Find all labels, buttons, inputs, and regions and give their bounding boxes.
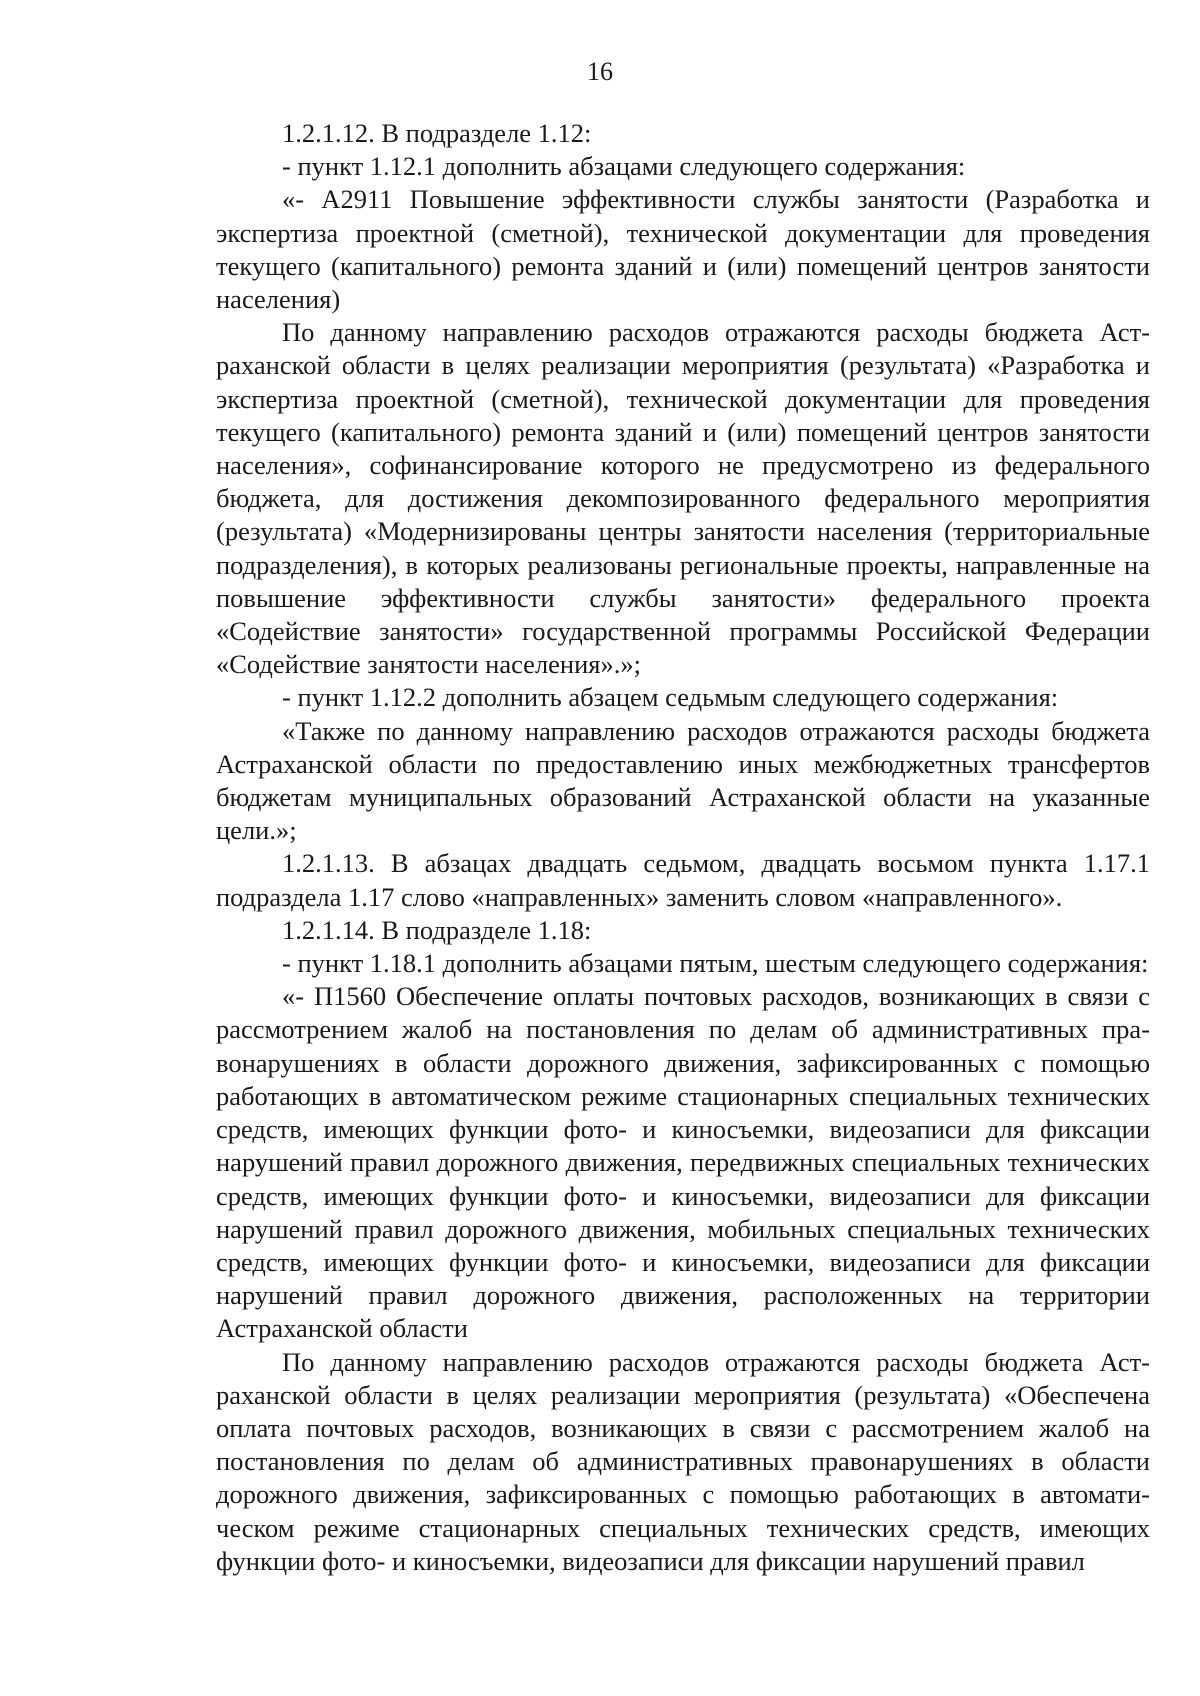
paragraph-item-1-12-2: - пункт 1.12.2 дополнить абзацем седьмым следующего содержания: — [282, 682, 1059, 713]
paragraph-p1560-title: «- П1560 Обеспечение оплаты почтовых расходов, возникающих в связи с рассмотрением жалоб на постановления по делам об административных правонарушениях в области дорожного движения, зафиксированных с помощью работающих в автоматическом режиме стационарных специальных технических средств, имеющих функции фото- и киносъемки, видеозаписи для фиксации нарушений правил дорожного движения, передвижных специальных технических средств, имеющих функции фото- и киносъемки, видеозаписи для фиксации нарушений правил дорожного движения, мобильных специальных технических средств, имеющих функции фото- и киносъемки, видеозаписи для фиксации нарушений правил дорожного движения, расположенных на территории Астраханской области — [216, 981, 1150, 1344]
paragraph-a2911-description: По данному направлению расходов отражаются расходы бюджета Астраханской области в целях реализации мероприятия (результата) «Разработка и экспертиза проектной (сметной), технической документации для проведения текущего (капитального) ремонта зданий и (или) помещений центров занятости населения», софинансирование которого не предусмотрено из федерального бюджета, для достижения декомпозированного федерального мероприятия (результата) «Модернизированы центры занятости населения (территориальные подразделения), в которых реализованы региональные проекты, направленные на повышение эффективности службы занятости» федерального проекта «Содействие занятости» государственной программы Российской Федерации «Содействие занятости населения».»; — [216, 317, 1150, 680]
document-body — [216, 117, 1150, 1578]
page-number: 16 — [587, 57, 613, 86]
paragraph-item-1-12-2-text: «Также по данному направлению расходов отражаются расходы бюджета Астраханской области по предоставлению иных межбюджетных трансфертов бюджетам муниципальных образований Астраханской области на указанные цели.»; — [216, 715, 1150, 846]
paragraph-item-1-18-1: - пункт 1.18.1 дополнить абзацами пятым, шестым следующего содержания: — [282, 948, 1149, 979]
paragraph-subsection-1-12: 1.2.1.12. В подразделе 1.12: — [282, 118, 592, 148]
paragraph-subsection-1-18: 1.2.1.14. В подразделе 1.18: — [282, 914, 592, 945]
paragraph-a2911-title: «- А2911 Повышение эффективности службы занятости (Разработка и экспертиза проектной (сметной), технической документации для проведения текущего (капитального) ремонта зданий и (или) помещений центров занятости населения) — [216, 184, 1150, 315]
paragraph-item-1-12-1: - пункт 1.12.1 дополнить абзацами следующего содержания: — [282, 151, 966, 182]
paragraph-subsection-1-17: 1.2.1.13. В абзацах двадцать седьмом, двадцать восьмом пункта 1.17.1 подраздела 1.17 слово «направленных» заменить словом «направленного». — [216, 848, 1150, 912]
paragraph-p1560-description: По данному направлению расходов отражаются расходы бюджета Астраханской области в целях реализации мероприятия (результата) «Обеспечена оплата почтовых расходов, возникающих в связи с рассмотрением жалоб на постановления по делам об административных правонарушениях в области дорожного движения, зафиксированных с помощью работающих в автоматическом режиме стационарных специальных технических средств, имеющих функции фото- и киносъемки, видеозаписи для фиксации нарушений правил — [216, 1346, 1150, 1576]
